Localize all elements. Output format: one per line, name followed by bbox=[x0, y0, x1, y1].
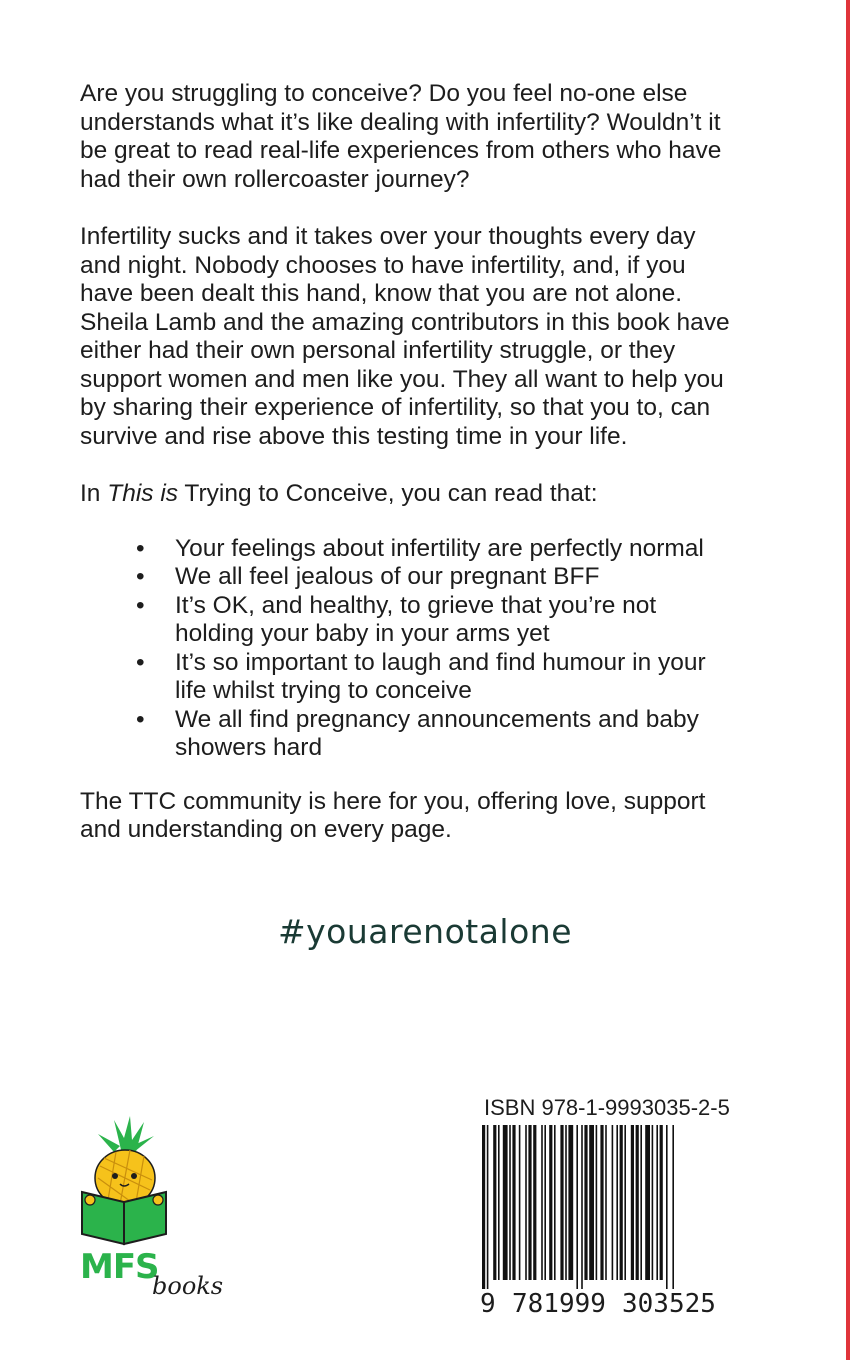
barcode-bar bbox=[560, 1125, 563, 1280]
barcode-bar bbox=[612, 1125, 614, 1280]
bullet-icon: • bbox=[136, 705, 145, 733]
barcode-bar bbox=[636, 1125, 639, 1280]
barcode-bar bbox=[605, 1125, 607, 1280]
intro-suffix: Trying to Conceive, you can read that: bbox=[184, 480, 598, 507]
publisher-logo bbox=[74, 1112, 244, 1312]
isbn-first-digit: 9 bbox=[480, 1289, 496, 1319]
isbn-barcode-block bbox=[482, 1095, 762, 1319]
list-item bbox=[80, 592, 780, 649]
barcode-bar bbox=[616, 1125, 618, 1280]
barcode-bar bbox=[584, 1125, 587, 1280]
barcode-bar bbox=[652, 1125, 654, 1280]
spine-edge-stripe bbox=[846, 0, 850, 1360]
pineapple-reading-book-icon bbox=[74, 1112, 174, 1252]
bullet-icon: • bbox=[136, 534, 145, 562]
list-item-text: We all feel jealous of our pregnant BFF bbox=[175, 563, 600, 590]
intro-prefix: In bbox=[80, 480, 101, 507]
back-cover-blurb bbox=[80, 80, 780, 874]
barcode-bar bbox=[512, 1125, 515, 1280]
barcode-bar bbox=[533, 1125, 536, 1280]
list-item bbox=[80, 563, 780, 592]
barcode-bar bbox=[568, 1125, 573, 1280]
list-item bbox=[80, 706, 780, 763]
barcode-bar bbox=[645, 1125, 650, 1280]
barcode-bar bbox=[576, 1125, 578, 1295]
list-intro bbox=[80, 480, 780, 509]
barcode-bar bbox=[624, 1125, 626, 1280]
barcode-bar bbox=[528, 1125, 531, 1280]
barcode-bar bbox=[600, 1125, 603, 1280]
list-item bbox=[80, 649, 780, 706]
barcode-bar bbox=[656, 1125, 658, 1280]
barcode-bar bbox=[549, 1125, 552, 1280]
list-item-text: It’s OK, and healthy, to grieve that you’re not holding your baby in your arms yet bbox=[175, 591, 657, 647]
barcode-bar bbox=[503, 1125, 508, 1280]
hashtag: #youarenotalone bbox=[278, 912, 572, 951]
barcode-bar bbox=[565, 1125, 567, 1280]
barcode-bar bbox=[581, 1125, 583, 1295]
list-item bbox=[80, 535, 780, 564]
barcode-bar bbox=[541, 1125, 543, 1280]
isbn-group-2: 303525 bbox=[622, 1289, 716, 1319]
barcode-bar bbox=[482, 1125, 485, 1295]
barcode-bar bbox=[525, 1125, 527, 1280]
barcode-bar bbox=[666, 1125, 668, 1295]
bullet-list bbox=[80, 535, 780, 763]
bullet-icon: • bbox=[136, 563, 145, 590]
barcode-bar bbox=[519, 1125, 521, 1280]
bullet-icon: • bbox=[136, 648, 145, 676]
logo-letters: MFS bbox=[80, 1247, 159, 1287]
isbn-digits bbox=[482, 1289, 762, 1319]
barcode-bar bbox=[589, 1125, 594, 1280]
blurb-paragraph-2: Infertility sucks and it takes over your thoughts every day and night. Nobody chooses to have infertility, and, if you have been dealt this hand, know that you are not alone. Sheila Lamb and the amazing contributors in this book have either had their own personal infertility struggle, or they support women and men like you. They all want to help you by sharing their experience of infertility, so that you to, can survive and rise above this testing time in your life. bbox=[80, 223, 730, 450]
list-item-text: It’s so important to laugh and find humour in your life whilst trying to conceive bbox=[175, 648, 706, 704]
logo-script: books bbox=[152, 1272, 224, 1300]
barcode-bar bbox=[509, 1125, 511, 1280]
barcode-bar bbox=[672, 1125, 674, 1295]
barcode-bar bbox=[498, 1125, 500, 1280]
barcode-bar bbox=[544, 1125, 546, 1280]
list-item-text: We all find pregnancy announcements and baby showers hard bbox=[175, 705, 699, 761]
barcode-bar bbox=[493, 1125, 496, 1280]
barcode-bar bbox=[596, 1125, 598, 1280]
intro-title-italic: This is bbox=[107, 480, 179, 507]
blurb-closing: The TTC community is here for you, offering love, support and understanding on every page. bbox=[80, 787, 706, 843]
barcode-graphic bbox=[482, 1125, 734, 1295]
barcode-bar bbox=[554, 1125, 556, 1280]
barcode-bar bbox=[620, 1125, 623, 1280]
bullet-icon: • bbox=[136, 591, 145, 619]
barcode-bar bbox=[487, 1125, 489, 1295]
list-item-text: Your feelings about infertility are perfectly normal bbox=[175, 534, 704, 562]
barcode-bar bbox=[640, 1125, 642, 1280]
blurb-paragraph-1: Are you struggling to conceive? Do you feel no-one else understands what it’s like dealing with infertility? Wouldn’t it be great to read real-life experiences from others who have had their own rollercoaster journey? bbox=[80, 80, 722, 193]
barcode-bar bbox=[660, 1125, 663, 1280]
isbn-group-1: 781999 bbox=[512, 1289, 606, 1319]
isbn-label: ISBN 978-1-9993035-2-5 bbox=[484, 1095, 730, 1120]
barcode-bar bbox=[631, 1125, 634, 1280]
